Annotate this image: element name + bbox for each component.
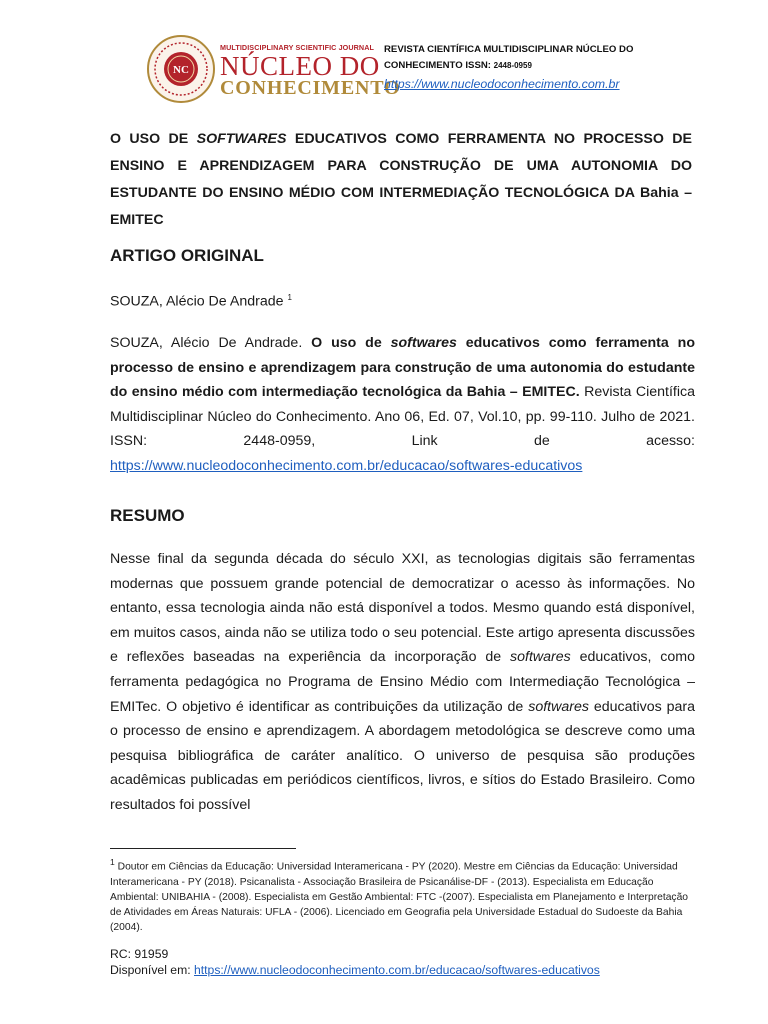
availability-line xyxy=(110,962,600,978)
brand-name-line1: NÚCLEO DO xyxy=(220,51,380,81)
footnote xyxy=(110,855,700,935)
journal-name: REVISTA CIENTÍFICA MULTIDISCIPLINAR NÚCLEO DO xyxy=(384,44,634,55)
rc-number: RC: 91959 xyxy=(110,947,169,961)
journal-website-link[interactable]: https://www.nucleodoconhecimento.com.br xyxy=(384,77,620,91)
journal-brand xyxy=(220,43,401,99)
title-part1: O USO DE xyxy=(110,131,197,147)
abstract-part1: Nesse final da segunda década do século XXI, as tecnologias digitais são ferramentas modernas que possuem grande potencial de democratizar o acesso às informações. No entanto, essa tecnologia ainda não está disponível a todos. Mesmo quando está disponível, em muitos casos, ainda não se utiliza todo o seu potencial. Este artigo apresenta discussões e reflexões baseadas na experiência da incorporação de xyxy=(110,551,695,666)
footnote-text: Doutor em Ciências da Educação: Universidad Interamericana - PY (2020). Mestre em Ciências da Educação: Universidad Interamericana - PY (2018). Psicanalista - Associação Brasileira de Psicanálise-DF - (2013). Especialista em Educação Ambiental: UNIBAHIA - (2008). Especialista em Gestão Ambiental: FTC -(2007). Especialista em Planejamento e Interpretação de Atividades em Áreas Naturais: UFLA - (2006). Licenciado em Geografia pela Universidade Estadual do Sudoeste da Bahia (2004). xyxy=(110,861,689,934)
title-italic: SOFTWARES xyxy=(196,131,287,147)
title-part2: EDUCATIVOS COMO FERRAMENTA NO PROCESSO DE ENSINO E APRENDIZAGEM PARA CONSTRUÇÃO DE UMA AUTONOMIA DO ESTUDANTE DO ENSINO MÉDIO COM INTERMEDIAÇÃO TECNOLÓGICA DA Bahia – EMITEC xyxy=(110,131,692,228)
availability-link[interactable]: https://www.nucleodoconhecimento.com.br/educacao/softwares-educativos xyxy=(194,963,600,977)
brand-name-line2: CONHECIMENTO xyxy=(220,77,401,99)
citation-title-italic: softwares xyxy=(390,335,457,351)
author-line xyxy=(110,293,292,310)
abstract-part3: educativos para o processo de ensino e aprendizagem. A abordagem metodológica se descreve como uma pesquisa bibliográfica de caráter analítico. O universo de pesquisa são produções acadêmicas publicadas em periódicos científicos, livros, e sítios do Estado Brasileiro. Como resultados foi possível xyxy=(110,698,695,813)
journal-seal-logo xyxy=(146,34,216,104)
citation-author: SOUZA, Alécio De Andrade. xyxy=(110,335,312,351)
footnote-mark: 1 xyxy=(110,857,115,867)
abstract-italic2: softwares xyxy=(528,698,589,715)
article-title xyxy=(110,126,692,234)
citation-title-part2: educativos como ferramenta no processo de ensino e aprendizagem para construção de uma autonomia do estudante do ensino médio com intermediação tecnológica da Bahia – EMITEC. xyxy=(110,335,696,401)
author-name: SOUZA, Alécio De Andrade xyxy=(110,293,284,310)
abstract-text xyxy=(110,547,695,818)
brand-tagline: MULTIDISCIPLINARY SCIENTIFIC JOURNAL xyxy=(220,43,375,52)
footnote-reference[interactable]: 1 xyxy=(287,293,292,302)
abstract-italic1: softwares xyxy=(510,649,571,666)
journal-issn-number: 2448-0959 xyxy=(493,61,532,70)
section-type-heading: ARTIGO ORIGINAL xyxy=(110,246,264,265)
abstract-part2: educativos, como ferramenta pedagógica no Programa de Ensino Médio com Intermediação Tecnológica – EMITec. O objetivo é identificar as contribuições da utilização de xyxy=(110,649,695,715)
journal-info xyxy=(384,42,684,74)
abstract-heading: RESUMO xyxy=(110,506,185,525)
svg-text:NC: NC xyxy=(173,64,189,76)
citation-details: Revista Científica Multidisciplinar Núcleo do Conhecimento. Ano 06, Ed. 07, Vol.10, pp. 99-110. Julho de 2021. ISSN: 2448-0959, Link de acesso: xyxy=(110,384,695,450)
page-footer xyxy=(110,946,600,978)
availability-label: Disponível em: xyxy=(110,963,194,977)
citation-access-link[interactable]: https://www.nucleodoconhecimento.com.br/educacao/softwares-educativos xyxy=(110,457,583,474)
journal-issn-label: CONHECIMENTO ISSN: xyxy=(384,60,494,71)
citation-title-part1: O uso de xyxy=(311,335,391,351)
journal-issn-line xyxy=(384,58,684,74)
citation-block xyxy=(110,331,695,479)
footnote-separator xyxy=(110,848,296,849)
